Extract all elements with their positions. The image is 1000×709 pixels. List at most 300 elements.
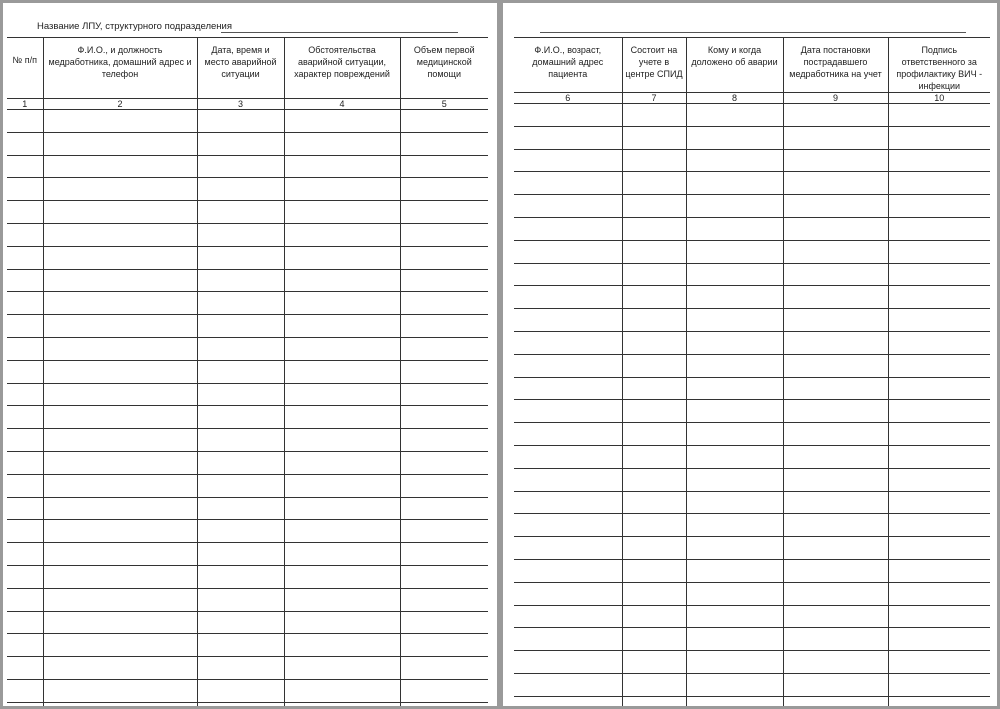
table-cell[interactable]: [284, 223, 400, 246]
table-cell[interactable]: [686, 149, 783, 172]
table-cell[interactable]: [888, 468, 990, 491]
table-cell[interactable]: [514, 673, 622, 696]
table-cell[interactable]: [783, 559, 888, 582]
table-cell[interactable]: [284, 337, 400, 360]
table-cell[interactable]: [888, 309, 990, 332]
table-cell[interactable]: [622, 126, 686, 149]
table-cell[interactable]: [284, 315, 400, 338]
table-cell[interactable]: [622, 491, 686, 514]
table-cell[interactable]: [197, 132, 284, 155]
table-row: [514, 514, 990, 537]
table-cell[interactable]: [43, 451, 197, 474]
table-cell[interactable]: [686, 559, 783, 582]
table-cell[interactable]: [686, 240, 783, 263]
table-cell[interactable]: [888, 400, 990, 423]
table-cell[interactable]: [284, 132, 400, 155]
table-cell[interactable]: [783, 217, 888, 240]
table-cell[interactable]: [514, 651, 622, 674]
table-cell[interactable]: [622, 605, 686, 628]
table-cell[interactable]: [284, 497, 400, 520]
table-cell[interactable]: [43, 269, 197, 292]
table-cell[interactable]: [43, 223, 197, 246]
table-cell[interactable]: [686, 468, 783, 491]
table-cell[interactable]: [514, 217, 622, 240]
table-row: [7, 315, 488, 338]
table-cell[interactable]: [686, 628, 783, 651]
table-cell[interactable]: [888, 673, 990, 696]
table-cell[interactable]: [284, 292, 400, 315]
table-cell[interactable]: [197, 543, 284, 566]
table-cell[interactable]: [197, 474, 284, 497]
table-cell[interactable]: [888, 423, 990, 446]
table-cell[interactable]: [400, 657, 488, 680]
table-cell[interactable]: [284, 520, 400, 543]
table-cell[interactable]: [400, 588, 488, 611]
table-cell[interactable]: [622, 400, 686, 423]
column-number: 5: [400, 99, 488, 110]
table-cell[interactable]: [783, 354, 888, 377]
table-cell[interactable]: [400, 132, 488, 155]
table-cell[interactable]: [43, 611, 197, 634]
table-cell[interactable]: [400, 543, 488, 566]
table-cell[interactable]: [400, 155, 488, 178]
table-cell[interactable]: [43, 246, 197, 269]
table-cell[interactable]: [888, 149, 990, 172]
table-cell[interactable]: [514, 240, 622, 263]
table-cell[interactable]: [888, 172, 990, 195]
table-cell[interactable]: [686, 286, 783, 309]
table-cell[interactable]: [400, 702, 488, 706]
table-cell[interactable]: [514, 331, 622, 354]
table-cell[interactable]: [622, 445, 686, 468]
table-cell[interactable]: [622, 354, 686, 377]
table-cell[interactable]: [7, 543, 43, 566]
table-row: [514, 309, 990, 332]
table-cell[interactable]: [197, 565, 284, 588]
table-cell[interactable]: [783, 400, 888, 423]
table-cell[interactable]: [783, 582, 888, 605]
table-cell[interactable]: [197, 451, 284, 474]
table-cell[interactable]: [622, 423, 686, 446]
table-cell[interactable]: [514, 582, 622, 605]
table-cell[interactable]: [783, 514, 888, 537]
table-cell[interactable]: [686, 195, 783, 218]
table-cell[interactable]: [783, 696, 888, 706]
table-cell[interactable]: [888, 195, 990, 218]
table-cell[interactable]: [7, 520, 43, 543]
table-cell[interactable]: [43, 132, 197, 155]
table-cell[interactable]: [197, 201, 284, 224]
table-cell[interactable]: [622, 514, 686, 537]
table-cell[interactable]: [400, 223, 488, 246]
table-cell[interactable]: [686, 605, 783, 628]
table-cell[interactable]: [197, 429, 284, 452]
table-cell[interactable]: [197, 155, 284, 178]
table-cell[interactable]: [514, 149, 622, 172]
table-cell[interactable]: [783, 286, 888, 309]
table-cell[interactable]: [686, 491, 783, 514]
column-number: 7: [622, 93, 686, 104]
table-row: [514, 468, 990, 491]
table-row: [7, 497, 488, 520]
table-row: [514, 149, 990, 172]
table-cell[interactable]: [783, 673, 888, 696]
table-cell[interactable]: [400, 565, 488, 588]
table-cell[interactable]: [43, 702, 197, 706]
table-cell[interactable]: [43, 474, 197, 497]
table-cell[interactable]: [783, 445, 888, 468]
table-cell[interactable]: [783, 104, 888, 127]
table-cell[interactable]: [514, 354, 622, 377]
table-cell[interactable]: [284, 657, 400, 680]
table-cell[interactable]: [686, 696, 783, 706]
table-cell[interactable]: [686, 445, 783, 468]
table-cell[interactable]: [686, 126, 783, 149]
table-cell[interactable]: [7, 201, 43, 224]
table-cell[interactable]: [888, 377, 990, 400]
table-cell[interactable]: [284, 429, 400, 452]
table-cell[interactable]: [400, 110, 488, 133]
table-row: [7, 383, 488, 406]
left-page: [3, 3, 497, 706]
column-number: 6: [514, 93, 622, 104]
table-cell[interactable]: [622, 377, 686, 400]
table-cell[interactable]: [43, 657, 197, 680]
table-cell[interactable]: [888, 286, 990, 309]
table-cell[interactable]: [197, 315, 284, 338]
table-cell[interactable]: [7, 383, 43, 406]
table-cell[interactable]: [888, 559, 990, 582]
table-cell[interactable]: [7, 474, 43, 497]
table-cell[interactable]: [622, 582, 686, 605]
table-cell[interactable]: [197, 611, 284, 634]
table-cell[interactable]: [197, 497, 284, 520]
table-cell[interactable]: [400, 406, 488, 429]
table-row: [514, 104, 990, 127]
table-cell[interactable]: [783, 126, 888, 149]
table-cell[interactable]: [622, 331, 686, 354]
table-cell[interactable]: [7, 451, 43, 474]
table-cell[interactable]: [284, 588, 400, 611]
table-cell[interactable]: [197, 246, 284, 269]
table-cell[interactable]: [43, 520, 197, 543]
table-cell[interactable]: [43, 337, 197, 360]
table-cell[interactable]: [284, 543, 400, 566]
table-cell[interactable]: [888, 331, 990, 354]
table-cell[interactable]: [514, 195, 622, 218]
table-cell[interactable]: [400, 520, 488, 543]
table-cell[interactable]: [888, 514, 990, 537]
table-cell[interactable]: [284, 178, 400, 201]
table-cell[interactable]: [43, 679, 197, 702]
table-cell[interactable]: [888, 491, 990, 514]
table-cell[interactable]: [400, 474, 488, 497]
table-cell[interactable]: [7, 360, 43, 383]
table-cell[interactable]: [7, 634, 43, 657]
table-cell[interactable]: [7, 110, 43, 133]
table-cell[interactable]: [888, 537, 990, 560]
table-cell[interactable]: [888, 104, 990, 127]
table-cell[interactable]: [514, 423, 622, 446]
table-cell[interactable]: [514, 263, 622, 286]
table-cell[interactable]: [197, 110, 284, 133]
table-cell[interactable]: [7, 315, 43, 338]
table-cell[interactable]: [197, 702, 284, 706]
table-cell[interactable]: [7, 702, 43, 706]
table-cell[interactable]: [197, 634, 284, 657]
table-cell[interactable]: [686, 651, 783, 674]
table-row: [7, 132, 488, 155]
table-cell[interactable]: [686, 514, 783, 537]
table-cell[interactable]: [514, 286, 622, 309]
table-cell[interactable]: [622, 172, 686, 195]
table-row: [514, 172, 990, 195]
table-cell[interactable]: [400, 634, 488, 657]
table-cell[interactable]: [783, 468, 888, 491]
table-cell[interactable]: [43, 565, 197, 588]
table-cell[interactable]: [686, 673, 783, 696]
organization-fill-line[interactable]: [221, 32, 458, 33]
table-cell[interactable]: [686, 263, 783, 286]
table-cell[interactable]: [888, 263, 990, 286]
table-cell[interactable]: [284, 269, 400, 292]
table-cell[interactable]: [7, 588, 43, 611]
table-cell[interactable]: [783, 240, 888, 263]
table-cell[interactable]: [622, 217, 686, 240]
table-cell[interactable]: [686, 172, 783, 195]
table-cell[interactable]: [888, 445, 990, 468]
table-cell[interactable]: [197, 223, 284, 246]
table-cell[interactable]: [686, 377, 783, 400]
table-cell[interactable]: [783, 172, 888, 195]
table-cell[interactable]: [7, 246, 43, 269]
table-cell[interactable]: [686, 423, 783, 446]
table-cell[interactable]: [514, 514, 622, 537]
entry-rows: [514, 104, 990, 707]
table-cell[interactable]: [7, 155, 43, 178]
table-cell[interactable]: [783, 263, 888, 286]
table-cell[interactable]: [284, 360, 400, 383]
table-cell[interactable]: [400, 178, 488, 201]
table-cell[interactable]: [622, 263, 686, 286]
table-cell[interactable]: [43, 406, 197, 429]
table-cell[interactable]: [43, 110, 197, 133]
table-cell[interactable]: [514, 309, 622, 332]
table-cell[interactable]: [622, 651, 686, 674]
table-cell[interactable]: [783, 537, 888, 560]
table-cell[interactable]: [400, 451, 488, 474]
table-cell[interactable]: [622, 468, 686, 491]
table-cell[interactable]: [783, 195, 888, 218]
table-cell[interactable]: [514, 126, 622, 149]
table-cell[interactable]: [197, 269, 284, 292]
table-cell[interactable]: [400, 360, 488, 383]
table-cell[interactable]: [686, 309, 783, 332]
table-row: [7, 246, 488, 269]
table-cell[interactable]: [43, 155, 197, 178]
table-cell[interactable]: [43, 292, 197, 315]
table-cell[interactable]: [622, 286, 686, 309]
table-cell[interactable]: [686, 331, 783, 354]
table-cell[interactable]: [888, 217, 990, 240]
table-cell[interactable]: [43, 429, 197, 452]
table-cell[interactable]: [7, 223, 43, 246]
table-cell[interactable]: [888, 605, 990, 628]
table-cell[interactable]: [622, 696, 686, 706]
table-cell[interactable]: [400, 246, 488, 269]
table-cell[interactable]: [514, 559, 622, 582]
table-cell[interactable]: [7, 429, 43, 452]
table-row: [7, 292, 488, 315]
table-cell[interactable]: [284, 679, 400, 702]
table-cell[interactable]: [514, 468, 622, 491]
table-cell[interactable]: [197, 292, 284, 315]
organization-fill-line-right[interactable]: [540, 32, 966, 33]
table-cell[interactable]: [7, 679, 43, 702]
table-cell[interactable]: [400, 383, 488, 406]
column-number-row: [514, 93, 990, 104]
table-cell[interactable]: [43, 315, 197, 338]
table-cell[interactable]: [284, 246, 400, 269]
table-cell[interactable]: [7, 132, 43, 155]
table-cell[interactable]: [622, 195, 686, 218]
table-cell[interactable]: [284, 201, 400, 224]
table-cell[interactable]: [622, 537, 686, 560]
table-cell[interactable]: [686, 354, 783, 377]
table-cell[interactable]: [284, 634, 400, 657]
table-cell[interactable]: [197, 679, 284, 702]
table-cell[interactable]: [622, 559, 686, 582]
table-cell[interactable]: [888, 354, 990, 377]
table-cell[interactable]: [43, 360, 197, 383]
table-cell[interactable]: [888, 126, 990, 149]
table-cell[interactable]: [197, 383, 284, 406]
table-cell[interactable]: [284, 474, 400, 497]
table-cell[interactable]: [7, 269, 43, 292]
table-cell[interactable]: [514, 628, 622, 651]
table-cell[interactable]: [7, 406, 43, 429]
table-cell[interactable]: [622, 104, 686, 127]
table-cell[interactable]: [686, 104, 783, 127]
table-cell[interactable]: [7, 657, 43, 680]
table-cell[interactable]: [514, 377, 622, 400]
table-cell[interactable]: [400, 315, 488, 338]
table-cell[interactable]: [43, 588, 197, 611]
table-cell[interactable]: [284, 702, 400, 706]
column-header: Дата, время и место аварийной ситуации: [197, 38, 284, 99]
table-cell[interactable]: [400, 337, 488, 360]
table-cell[interactable]: [622, 628, 686, 651]
table-cell[interactable]: [197, 520, 284, 543]
column-number: 8: [686, 93, 783, 104]
column-header: Дата постановки пострадавшего медработника на учет: [783, 38, 888, 93]
table-cell[interactable]: [43, 201, 197, 224]
table-cell[interactable]: [686, 582, 783, 605]
table-cell[interactable]: [7, 497, 43, 520]
table-cell[interactable]: [7, 337, 43, 360]
table-cell[interactable]: [514, 172, 622, 195]
table-row: [514, 673, 990, 696]
table-cell[interactable]: [197, 337, 284, 360]
table-cell[interactable]: [686, 217, 783, 240]
table-cell[interactable]: [284, 155, 400, 178]
table-cell[interactable]: [783, 309, 888, 332]
table-cell[interactable]: [400, 497, 488, 520]
table-cell[interactable]: [686, 400, 783, 423]
table-cell[interactable]: [197, 406, 284, 429]
column-number: 10: [888, 93, 990, 104]
table-cell[interactable]: [197, 360, 284, 383]
table-cell[interactable]: [514, 537, 622, 560]
table-cell[interactable]: [783, 628, 888, 651]
table-cell[interactable]: [7, 292, 43, 315]
table-row: [7, 269, 488, 292]
table-cell[interactable]: [7, 565, 43, 588]
table-cell[interactable]: [284, 383, 400, 406]
table-cell[interactable]: [514, 445, 622, 468]
table-cell[interactable]: [514, 696, 622, 706]
table-cell[interactable]: [622, 309, 686, 332]
table-cell[interactable]: [43, 497, 197, 520]
table-row: [514, 696, 990, 706]
table-cell[interactable]: [43, 634, 197, 657]
table-cell[interactable]: [783, 651, 888, 674]
table-cell[interactable]: [888, 582, 990, 605]
table-cell[interactable]: [400, 292, 488, 315]
table-cell[interactable]: [7, 611, 43, 634]
table-cell[interactable]: [686, 537, 783, 560]
column-header: Объем первой медицинской помощи: [400, 38, 488, 99]
table-cell[interactable]: [284, 451, 400, 474]
table-cell[interactable]: [514, 605, 622, 628]
table-cell[interactable]: [622, 149, 686, 172]
table-cell[interactable]: [622, 240, 686, 263]
table-cell[interactable]: [783, 605, 888, 628]
table-cell[interactable]: [7, 178, 43, 201]
table-cell[interactable]: [888, 240, 990, 263]
table-cell[interactable]: [400, 429, 488, 452]
table-cell[interactable]: [43, 178, 197, 201]
table-cell[interactable]: [197, 657, 284, 680]
table-cell[interactable]: [284, 406, 400, 429]
table-cell[interactable]: [43, 543, 197, 566]
table-cell[interactable]: [400, 201, 488, 224]
table-cell[interactable]: [400, 679, 488, 702]
table-cell[interactable]: [783, 491, 888, 514]
table-cell[interactable]: [888, 628, 990, 651]
table-cell[interactable]: [284, 565, 400, 588]
table-cell[interactable]: [888, 651, 990, 674]
table-cell[interactable]: [783, 377, 888, 400]
table-cell[interactable]: [514, 104, 622, 127]
table-cell[interactable]: [622, 673, 686, 696]
table-cell[interactable]: [197, 588, 284, 611]
table-cell[interactable]: [783, 149, 888, 172]
table-cell[interactable]: [888, 696, 990, 706]
table-row: [7, 337, 488, 360]
table-cell[interactable]: [197, 178, 284, 201]
table-cell[interactable]: [514, 491, 622, 514]
table-cell[interactable]: [783, 331, 888, 354]
table-cell[interactable]: [284, 110, 400, 133]
table-cell[interactable]: [43, 383, 197, 406]
table-cell[interactable]: [284, 611, 400, 634]
table-cell[interactable]: [400, 269, 488, 292]
table-cell[interactable]: [400, 611, 488, 634]
table-cell[interactable]: [514, 400, 622, 423]
table-row: [7, 611, 488, 634]
table-cell[interactable]: [783, 423, 888, 446]
